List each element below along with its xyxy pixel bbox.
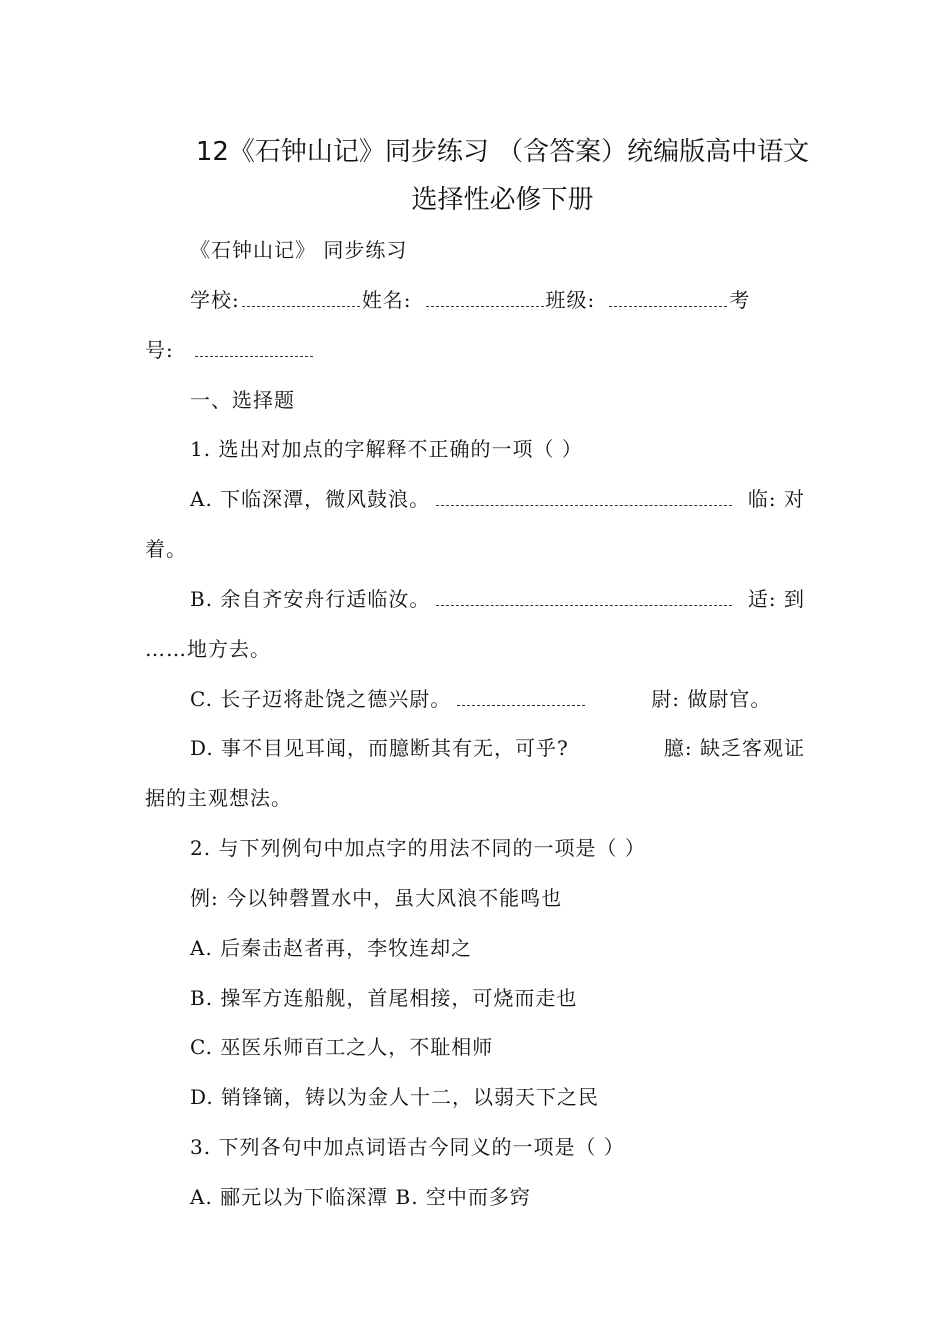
q1-a-note: 临: 对 [747,487,805,511]
name-blank[interactable] [426,290,544,307]
q1-c-text: C. 长子迈将赴饶之德兴尉。 [190,687,452,711]
q1-a-text: A. 下临深潭，微风鼓浪。 [190,487,431,511]
q2-option-b: B. 操军方连船舰，首尾相接，可烧而走也 [190,986,578,1010]
q2-option-c: C. 巫医乐师百工之人，不耻相师 [190,1035,494,1059]
q1-a-leader [436,489,732,506]
q1-stem: 1. 选出对加点的字解释不正确的一项（ ） [190,437,583,461]
q1-option-c [190,685,805,713]
class-blank[interactable] [609,290,727,307]
q1-b-leader [436,589,731,606]
q1-c-note: 尉: 做尉官。 [651,687,772,711]
q1-option-a [190,485,805,513]
exam-number-blank[interactable] [195,340,313,357]
name-label: 姓名: [361,288,412,312]
school-label: 学校: [190,288,240,312]
exam-label-part2: 号: [145,338,174,362]
q1-c-leader [457,689,585,706]
info-line-2 [145,336,805,364]
q1-d-note-cont: 据的主观想法。 [145,786,292,810]
class-label: 班级: [545,288,596,312]
q2-option-a: A. 后秦击赵者再，李牧连却之 [190,936,473,960]
school-blank[interactable] [242,290,360,307]
q2-example: 例: 今以钟磬置水中，虽大风浪不能鸣也 [190,886,563,910]
q1-b-text: B. 余自齐安舟行适临汝。 [190,587,431,611]
q1-option-b [190,585,805,613]
exam-label-part1: 考 [729,288,751,312]
q1-option-d [190,734,805,762]
doc-title-line1: 12《石钟山记》同步练习 （含答案）统编版高中语文 [195,137,810,167]
q1-d-text: D. 事不目见耳闻，而臆断其有无，可乎? [190,736,569,760]
q2-option-d: D. 销锋镝，铸以为金人十二，以弱天下之民 [190,1085,600,1109]
q1-a-note-cont: 着。 [145,537,187,561]
q1-b-note-cont: ……地方去。 [145,637,271,661]
doc-subtitle: 《石钟山记》 同步练习 [190,238,408,262]
q3-options-ab: A. 郦元以为下临深潭 B. 空中而多窍 [190,1185,531,1209]
section-heading: 一、选择题 [190,388,295,412]
q3-stem: 3. 下列各句中加点词语古今同义的一项是（ ） [190,1135,625,1159]
doc-title-line2: 选择性必修下册 [411,185,594,215]
q2-stem: 2. 与下列例句中加点字的用法不同的一项是（ ） [190,836,646,860]
q1-d-note: 臆: 缺乏客观证 [663,736,805,760]
q1-b-note: 适: 到 [747,587,805,611]
info-line [190,286,805,314]
